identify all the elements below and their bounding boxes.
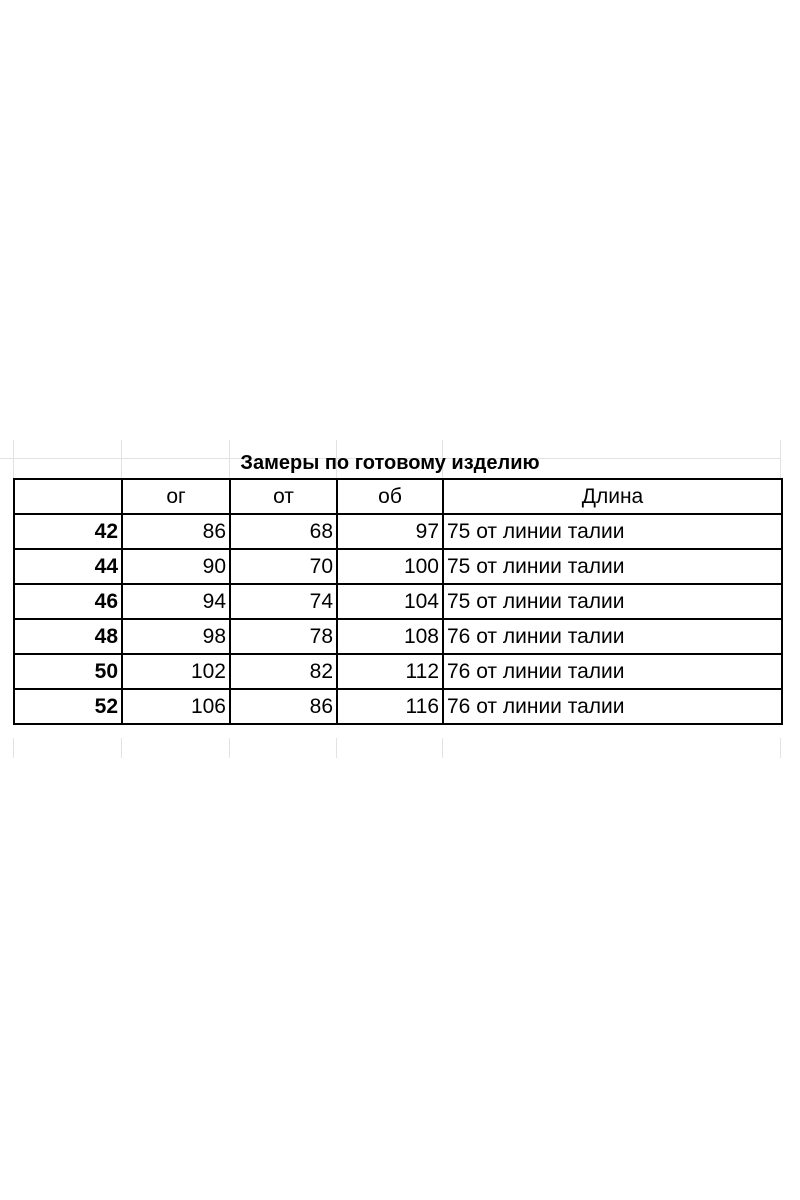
cell-ot: 68 bbox=[230, 514, 337, 549]
table-row bbox=[14, 514, 782, 549]
header-ot: от bbox=[230, 479, 337, 514]
table-row bbox=[14, 549, 782, 584]
table-row bbox=[14, 689, 782, 724]
table-row bbox=[14, 584, 782, 619]
cell-og: 94 bbox=[122, 584, 230, 619]
cell-size: 50 bbox=[14, 654, 122, 689]
header-size bbox=[14, 479, 122, 514]
cell-ot: 78 bbox=[230, 619, 337, 654]
table-title: Замеры по готовому изделию bbox=[240, 452, 540, 474]
header-og: ог bbox=[122, 479, 230, 514]
table-header-row bbox=[14, 479, 782, 514]
cell-size: 42 bbox=[14, 514, 122, 549]
cell-og: 90 bbox=[122, 549, 230, 584]
cell-og: 98 bbox=[122, 619, 230, 654]
measurements-table bbox=[13, 478, 783, 725]
cell-length: 75 от линии талии bbox=[443, 514, 782, 549]
cell-ob: 104 bbox=[337, 584, 443, 619]
cell-length: 75 от линии талии bbox=[443, 584, 782, 619]
cell-size: 46 bbox=[14, 584, 122, 619]
cell-ob: 116 bbox=[337, 689, 443, 724]
header-length: Длина bbox=[443, 479, 782, 514]
cell-og: 102 bbox=[122, 654, 230, 689]
cell-length: 76 от линии талии bbox=[443, 619, 782, 654]
cell-ob: 108 bbox=[337, 619, 443, 654]
table-row bbox=[14, 654, 782, 689]
cell-og: 106 bbox=[122, 689, 230, 724]
cell-ob: 112 bbox=[337, 654, 443, 689]
cell-ot: 86 bbox=[230, 689, 337, 724]
cell-ob: 97 bbox=[337, 514, 443, 549]
cell-og: 86 bbox=[122, 514, 230, 549]
cell-ot: 82 bbox=[230, 654, 337, 689]
cell-length: 75 от линии талии bbox=[443, 549, 782, 584]
cell-size: 48 bbox=[14, 619, 122, 654]
header-ob: об bbox=[337, 479, 443, 514]
table-row bbox=[14, 619, 782, 654]
spreadsheet-gridlines-bottom bbox=[0, 738, 800, 758]
cell-ot: 74 bbox=[230, 584, 337, 619]
cell-ob: 100 bbox=[337, 549, 443, 584]
cell-size: 44 bbox=[14, 549, 122, 584]
cell-length: 76 от линии талии bbox=[443, 689, 782, 724]
cell-size: 52 bbox=[14, 689, 122, 724]
cell-ot: 70 bbox=[230, 549, 337, 584]
cell-length: 76 от линии талии bbox=[443, 654, 782, 689]
